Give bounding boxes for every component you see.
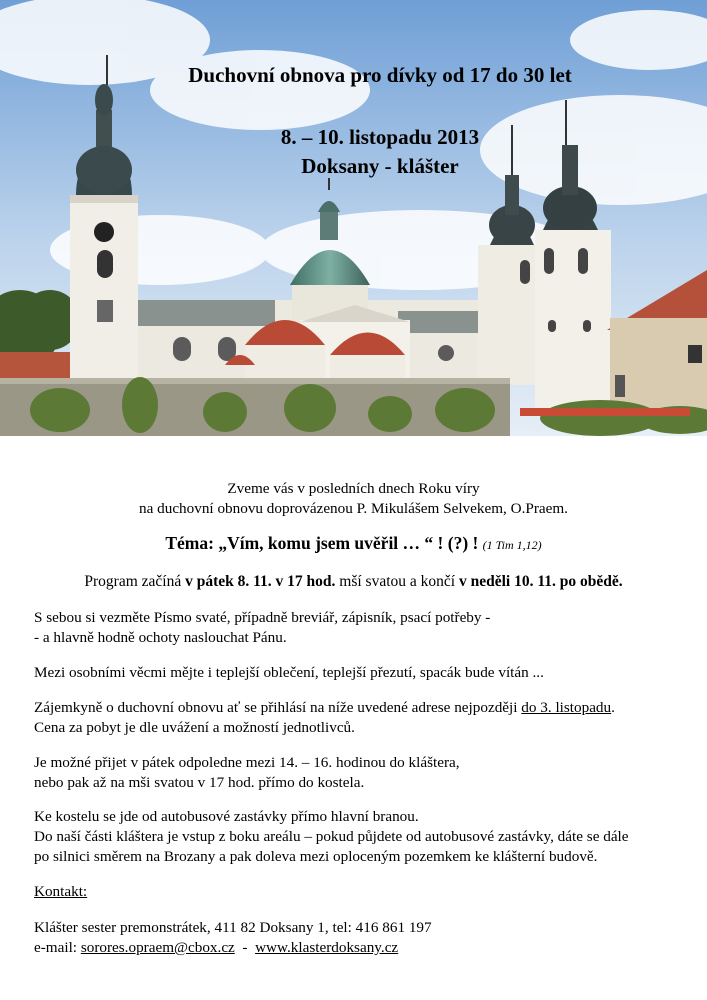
arrival-line-1: Je možné přijet v pátek odpoledne mezi 14. – 16. hodinou do kláštera, [34, 754, 460, 771]
contact-links [34, 937, 694, 958]
program-line [0, 571, 707, 592]
contact-address: Klášter sester premonstrátek, 411 82 Doksany 1, tel: 416 861 197 [34, 919, 432, 936]
theme-reference: (1 Tim 1,12) [482, 538, 542, 552]
invite-line-2: na duchovní obnovu doprovázenou P. Mikulášem Selvekem, O.Praem. [139, 500, 568, 517]
signup-line-1 [34, 697, 694, 718]
signup-part1: Zájemkyně o duchovní obnovu ať se přihlásí na níže uvedené adrese nejpozději [34, 699, 522, 716]
theme-label: Téma: „Vím, komu jsem uvěřil … “ ! (?) ! [165, 533, 479, 553]
contact-separator: - [234, 939, 256, 956]
clothes-line: Mezi osobními věcmi mějte i teplejší oblečení, teplejší přezutí, spacák bude vítán ... [34, 664, 544, 681]
directions-line-2: Do naší části kláštera je vstup z boku areálu – pokud půjdete od autobusové zastávky, dáte se dále [34, 828, 629, 845]
directions-line-3: po silnici směrem na Brozany a pak doleva mezi oploceným pozemkem ke klášterní budově. [34, 848, 598, 865]
arrival-line-2: nebo pak až na mši svatou v 17 hod. přímo do kostela. [34, 774, 365, 791]
program-part2: mší svatou a končí [335, 573, 459, 590]
website-link[interactable]: www.klasterdoksany.cz [255, 939, 399, 956]
bring-line-1: S sebou si vezměte Písmo svaté, případně breviář, zápisník, psací potřeby - [34, 609, 491, 626]
signup-deadline: do 3. listopadu [521, 699, 612, 716]
signup-line-2: Cena za pobyt je dle uvážení a možností jednotlivců. [34, 719, 355, 736]
contact-heading [34, 881, 694, 902]
invite-line-1: Zveme vás v posledních dnech Roku víry [227, 480, 480, 497]
theme-line [0, 533, 707, 554]
contact-heading-text: Kontakt: [34, 883, 88, 900]
program-start: v pátek 8. 11. v 17 hod. [185, 573, 336, 590]
email-link[interactable]: sorores.opraem@cbox.cz [80, 939, 235, 956]
directions-line-1: Ke kostelu se jde od autobusové zastávky přímo hlavní branou. [34, 808, 419, 825]
event-date: 8. – 10. listopadu 2013 [280, 125, 480, 149]
program-end: v neděli 10. 11. po obědě. [458, 573, 623, 590]
email-label: e-mail: [34, 939, 81, 956]
bring-line-2: - a hlavně hodně ochoty naslouchat Pánu. [34, 629, 287, 646]
event-title: Duchovní obnova pro dívky od 17 do 30 let [188, 63, 572, 87]
hero-photo [0, 0, 707, 436]
program-part1: Program začíná [84, 573, 186, 590]
signup-part2: . [611, 699, 615, 716]
event-place: Doksany - klášter [301, 154, 459, 178]
